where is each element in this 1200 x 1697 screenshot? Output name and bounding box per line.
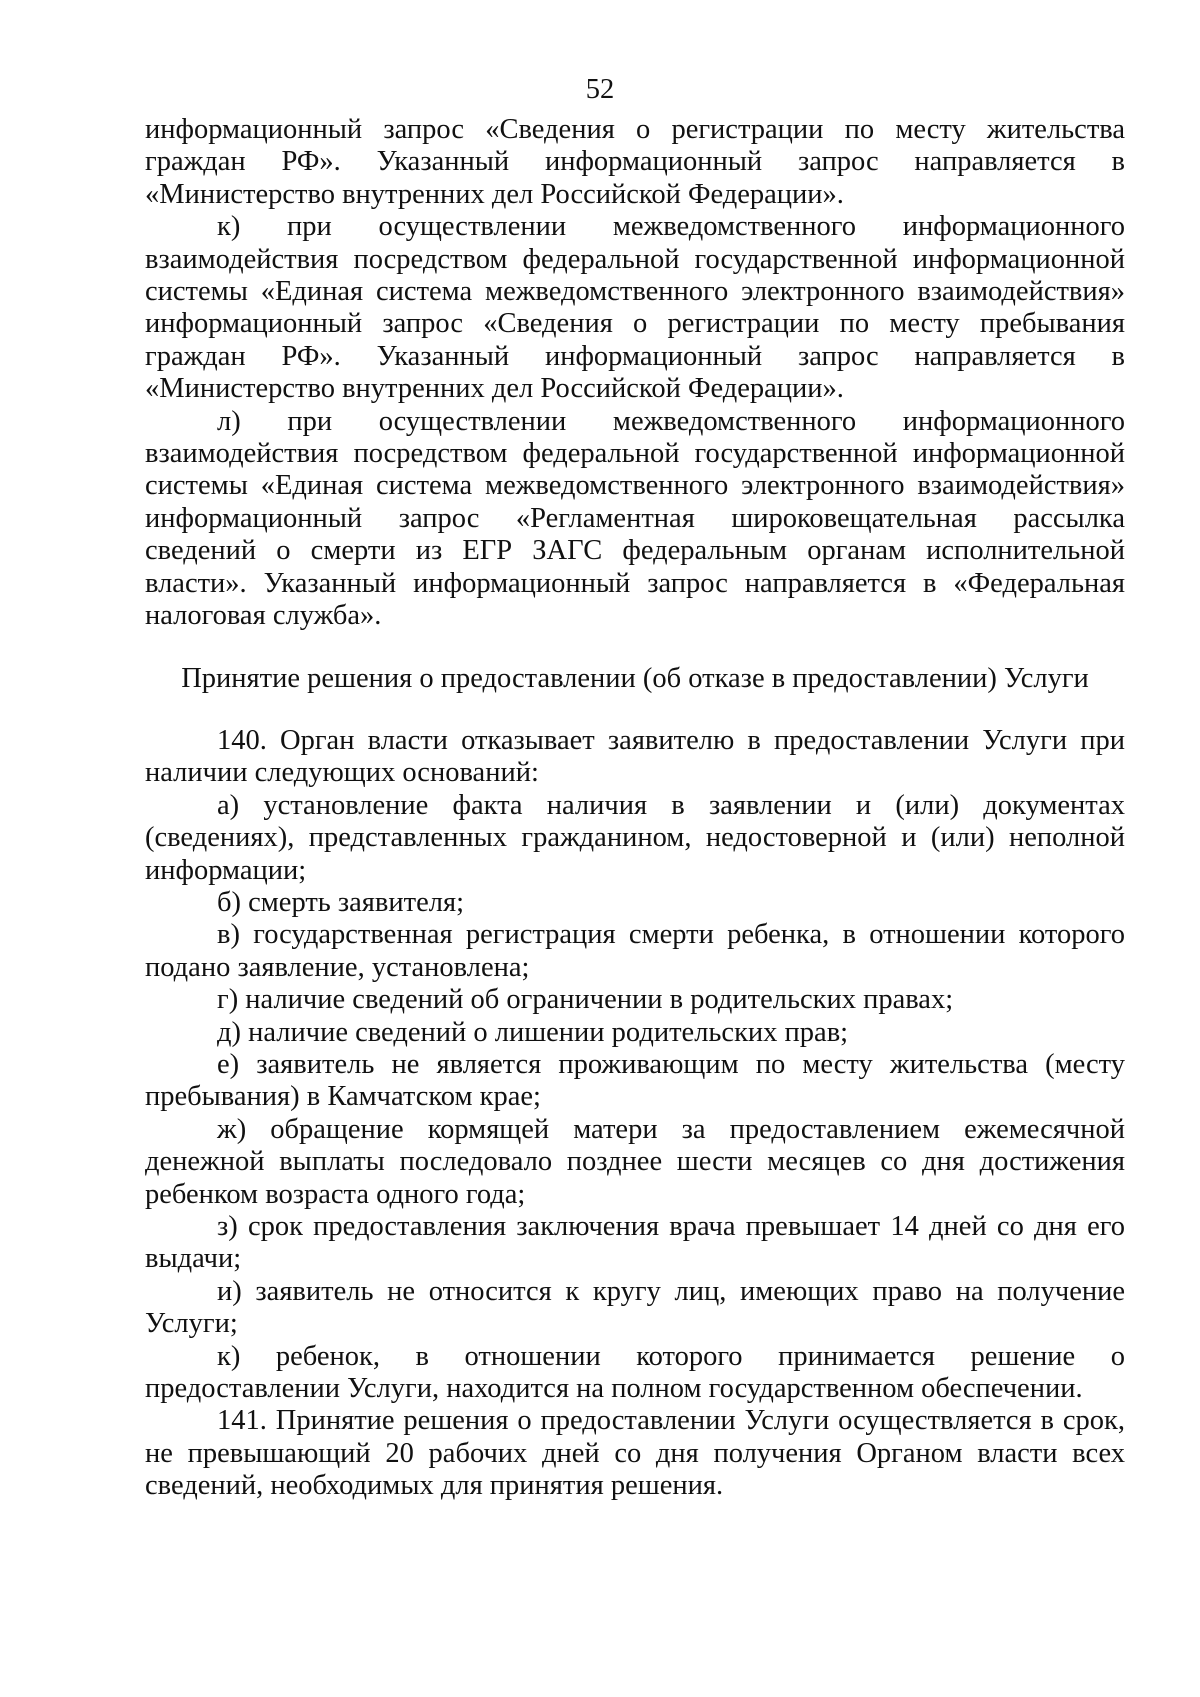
paragraph-140: 140. Орган власти отказывает заявителю в предоставлении Услуги при наличии следующих оснований:	[145, 724, 1125, 789]
list-item-b: б) смерть заявителя;	[217, 886, 464, 918]
paragraph-continuation: информационный запрос «Сведения о регистрации по месту жительства граждан РФ». Указанный информационный запрос направляется в «Министерство внутренних дел Российской Федерации».	[145, 114, 1125, 210]
page-number: 52	[585, 74, 615, 105]
list-item-k: к) ребенок, в отношении которого принимается решение о предоставлении Услуги, находится на полном государственном обеспечении.	[145, 1340, 1125, 1405]
list-item-v: в) государственная регистрация смерти ребенка, в отношении которого подано заявление, установлена;	[145, 919, 1125, 983]
list-item-z: з) срок предоставления заключения врача превышает 14 дней со дня его выдачи;	[145, 1211, 1125, 1275]
paragraph-item-l: л) при осуществлении межведомственного информационного взаимодействия посредством федеральной государственной информационной системы «Единая система межведомственного электронного взаимодействия» информационный запрос «Регламентная широковещательная рассылка сведений о смерти из ЕГР ЗАГС федеральным органам исполнительной власти». Указанный информационный запрос направляется в «Федеральная налоговая служба».	[145, 405, 1125, 632]
paragraph-141: 141. Принятие решения о предоставлении Услуги осуществляется в срок, не превышающий 20 рабочих дней со дня получения Органом власти всех сведений, необходимых для принятия решения.	[145, 1405, 1125, 1502]
paragraph-item-k: к) при осуществлении межведомственного информационного взаимодействия посредством федеральной государственной информационной системы «Единая система межведомственного электронного взаимодействия» информационный запрос «Сведения о регистрации по месту пребывания граждан РФ». Указанный информационный запрос направляется в «Министерство внутренних дел Российской Федерации».	[145, 211, 1125, 405]
section-heading: Принятие решения о предоставлении (об отказе в предоставлении) Услуги	[181, 662, 1089, 694]
list-item-i: и) заявитель не относится к кругу лиц, имеющих право на получение Услуги;	[145, 1275, 1125, 1340]
document-body	[145, 114, 1125, 1503]
list-item-a: а) установление факта наличия в заявлении и (или) документах (сведениях), представленных гражданином, недостоверной и (или) неполной информации;	[145, 789, 1125, 886]
list-item-d: д) наличие сведений о лишении родительских прав;	[217, 1016, 849, 1048]
list-item-g: г) наличие сведений об ограничении в родительских правах;	[217, 984, 954, 1016]
list-item-e: е) заявитель не является проживающим по месту жительства (месту пребывания) в Камчатском крае;	[145, 1048, 1125, 1113]
list-item-zh: ж) обращение кормящей матери за предоставлением ежемесячной денежной выплаты последовало позднее шести месяцев со дня достижения ребенком возраста одного года;	[145, 1113, 1125, 1210]
